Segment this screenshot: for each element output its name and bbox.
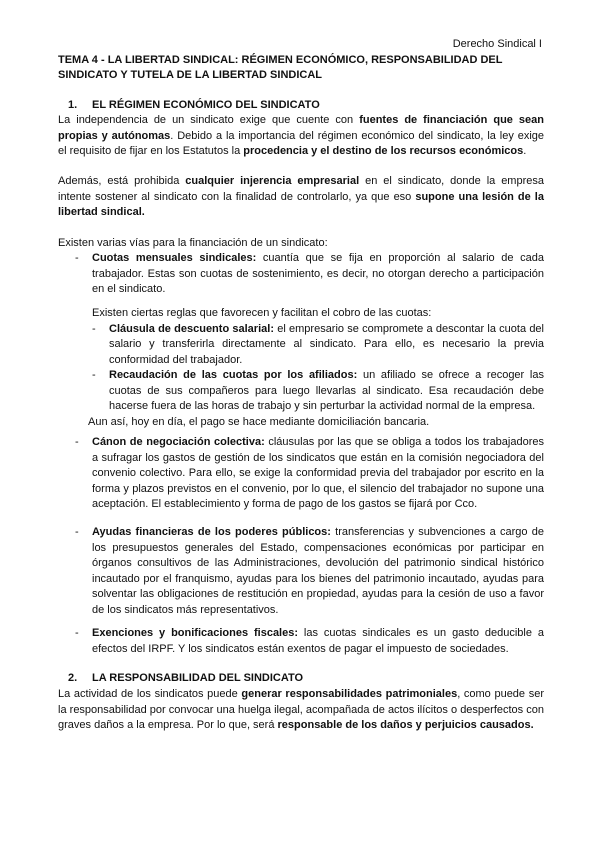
list-item-exenciones <box>58 626 544 657</box>
cuotas-closing: Aun así, hoy en día, el pago se hace mediante domiciliación bancaria. <box>88 415 430 428</box>
financing-list <box>58 251 544 298</box>
bold-text: supone una lesión de la libertad sindical. <box>58 190 544 218</box>
bold-text: fuentes de financiación que sean propias y autónomas <box>58 114 544 142</box>
recaudacion-label: Recaudación de las cuotas por los afiliados: <box>109 369 358 381</box>
list-item-descuento <box>58 322 544 369</box>
section-2-heading <box>58 672 554 684</box>
text: . <box>523 145 527 157</box>
cuotas-label: Cuotas mensuales sindicales: <box>92 252 257 264</box>
list-ayudas <box>58 525 544 618</box>
canon-text: cláusulas por las que se obliga a todos los trabajadores a sufragar los gastos de gestión de los sindicatos que están en la comisión negociadora del convenio colectivo. Para ello, se exige la conformidad previa del trabajador por escrito en la forma y plazos previstos en el convenio, por lo que, el silencio del trabajador no supone una aceptación. El establecimiento y forma de pago de los gastos se fijará por Cco. <box>92 436 544 510</box>
list-item-ayudas <box>58 525 544 618</box>
exenciones-label: Exenciones y bonificaciones fiscales: <box>92 627 299 639</box>
cuotas-text: cuantía que se fija en proporción al salario de cada trabajador. Estas son cuotas de sostenimiento, es decir, no otorgan derecho a participación en el sindicato. <box>92 252 544 295</box>
text: La independencia de un sindicato exige que cuente con <box>58 114 360 126</box>
section-1-paragraph-1 <box>58 113 544 160</box>
list-exenciones <box>58 626 544 657</box>
section-1-paragraph-3 <box>58 236 544 252</box>
text: Además, está prohibida <box>58 175 186 187</box>
section-1-title: EL RÉGIMEN ECONÓMICO DEL SINDICATO <box>92 99 320 111</box>
text: . Debido a la importancia del régimen económico del sindicato, la ley exige el requisito de fijar en los Estatutos la <box>58 129 545 157</box>
bold-text: generar responsabilidades patrimoniales <box>241 688 458 700</box>
canon-label: Cánon de negociación colectiva: <box>92 436 265 448</box>
exenciones-text: las cuotas sindicales es un gasto deducible a efectos del IRPF. Y los sindicatos están exentos de pagar el impuesto de sociedades. <box>92 627 544 655</box>
rules-intro: Existen ciertas reglas que favorecen y facilitan el cobro de las cuotas: <box>92 307 432 319</box>
ayudas-text: transferencias y subvenciones a cargo de los presupuestos generales del Estado, compensaciones económicas por participar en órganos consultivos de las Administraciones, devolución del patrimonio sindical histórico incautado por el franquismo, ayudas para los bienes del patrimonio incautado, ayudas para solventar las obligaciones de restitución en propiedad, ayudas para la cesión de uso a favor de los sindicatos más representativos. <box>92 526 544 616</box>
section-2-number: 2. <box>68 672 78 684</box>
financing-intro: Existen varias vías para la financiación de un sindicato: <box>58 237 328 249</box>
text: , como puede ser la responsabilidad por convocar una huelga ilegal, acompañada de actos ilícitos o desperfectos con graves daños a la empresa. Por lo que, será <box>58 688 544 731</box>
section-1-number: 1. <box>68 99 78 111</box>
section-2-paragraph-1 <box>58 687 544 734</box>
ayudas-label: Ayudas financieras de los poderes públicos: <box>92 526 331 538</box>
section-1-paragraph-2 <box>58 174 544 221</box>
bold-text: responsable de los daños y perjuicios causados. <box>277 719 534 731</box>
document-title: TEMA 4 - LA LIBERTAD SINDICAL: RÉGIMEN ECONÓMICO, RESPONSABILIDAD DEL SINDICATO Y TUTELA DE LA LIBERTAD SINDICAL <box>58 54 503 81</box>
list-item-recaudacion <box>58 368 544 415</box>
bold-text: cualquier injerencia empresarial <box>185 175 360 187</box>
descuento-label: Cláusula de descuento salarial: <box>109 322 274 335</box>
bold-text: procedencia y el destino de los recursos económicos <box>243 145 524 157</box>
section-1-heading <box>58 99 554 111</box>
text: La actividad de los sindicatos puede <box>58 688 242 700</box>
descuento-text: el empresario se compromete a descontar la cuota del salario y transferirla directamente al sindicato. Para ello, es necesario la previa conformidad del trabajador. <box>109 322 544 366</box>
cuotas-rules <box>58 306 544 430</box>
recaudacion-text: un afiliado se ofrece a recoger las cuotas de sus compañeros para luego llevarlas al sindicato. Esa recaudación debe hacerse fuera de las horas de trabajo y sin perturbar la actividad normal de la empresa. <box>109 369 544 412</box>
document-header: Derecho Sindical I <box>452 38 542 50</box>
list-canon <box>58 435 544 513</box>
list-item-canon <box>58 435 544 513</box>
text: en el sindicato, donde la empresa intente sostener al sindicato con la finalidad de controlarlo, ya que eso <box>58 175 544 203</box>
section-2-title: LA RESPONSABILIDAD DEL SINDICATO <box>92 672 304 684</box>
list-item-cuotas <box>58 251 544 298</box>
